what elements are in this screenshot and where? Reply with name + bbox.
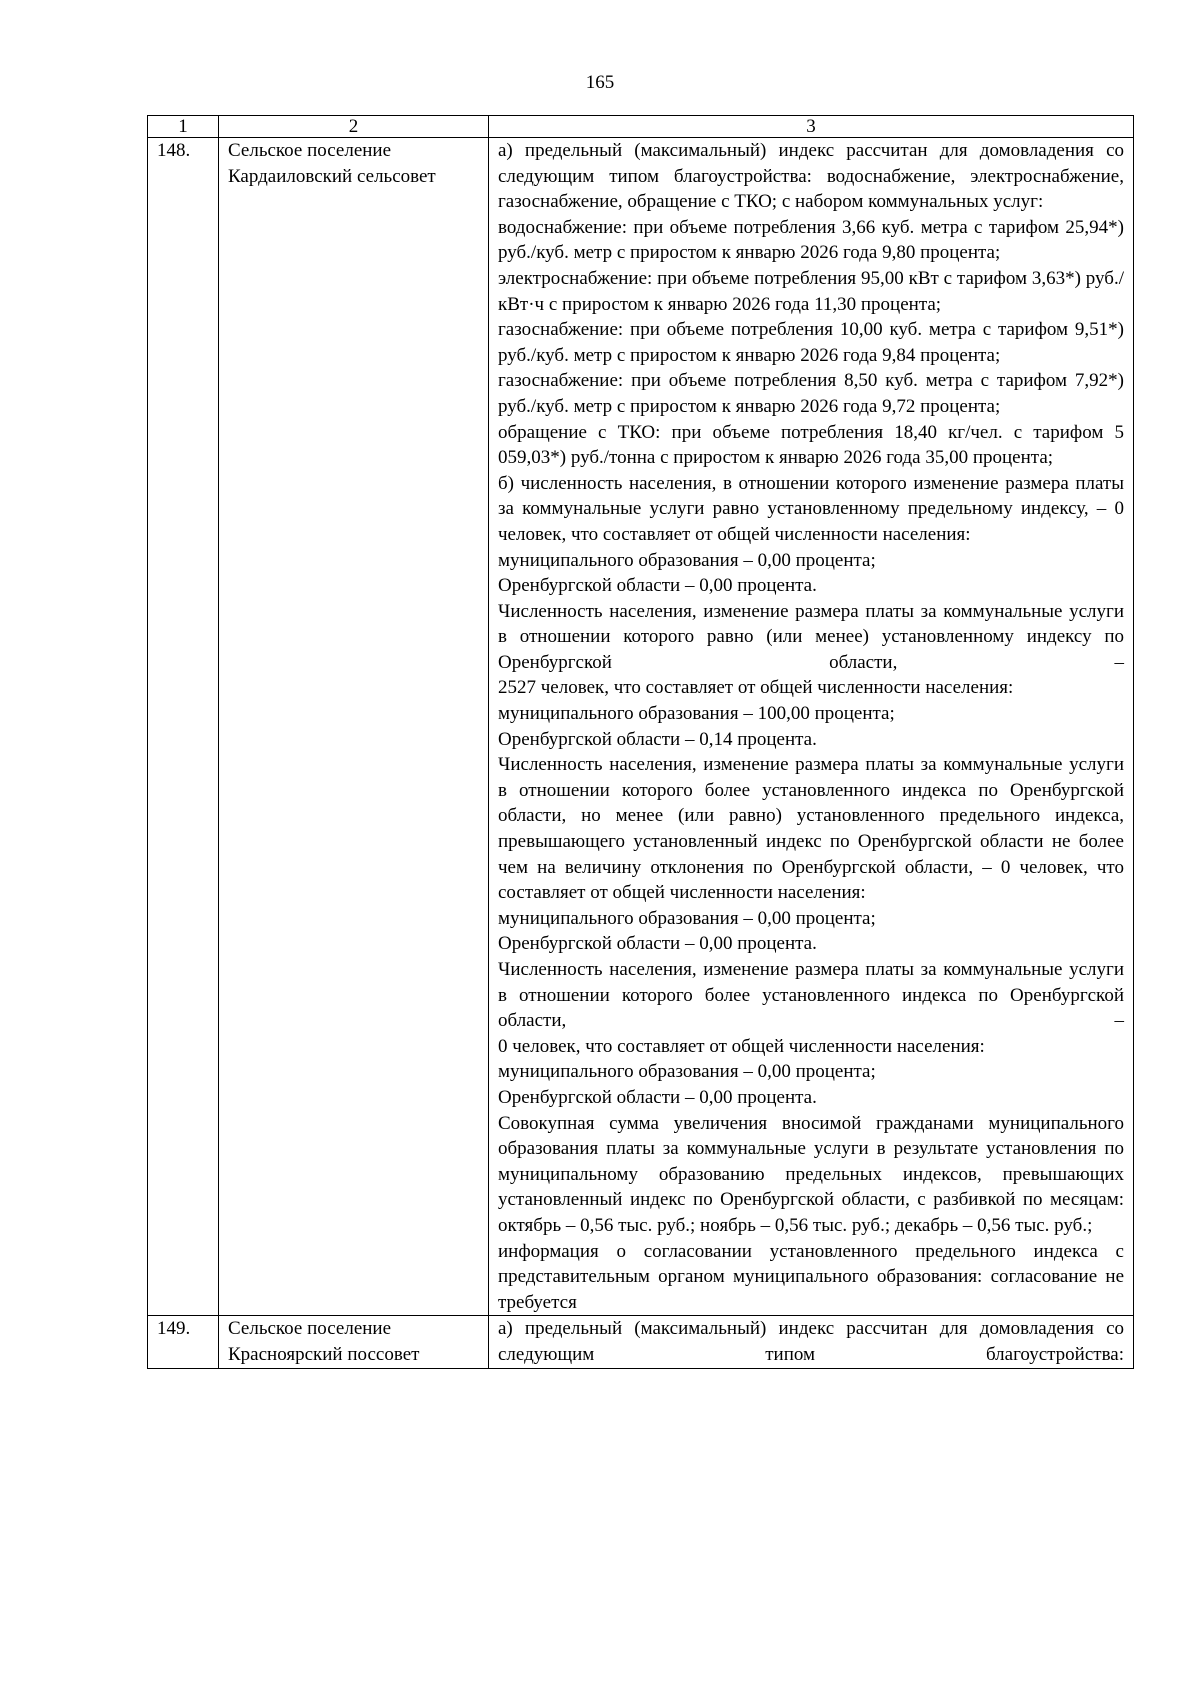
paragraph: муниципального образования – 100,00 процента; xyxy=(498,703,895,725)
page-number: 165 xyxy=(585,72,615,93)
paragraph: а) предельный (максимальный) индекс рассчитан для домовладения со следующим типом благоустройства: водоснабжение, электроснабжение, газоснабжение, обращение с ТКО; с набором коммунальных услуг: xyxy=(498,140,1124,213)
index-table xyxy=(147,115,1134,1369)
paragraph: Совокупная сумма увеличения вносимой гражданами муниципального образования платы за коммунальные услуги в результате установления по муниципальному образованию предельных индексов, превышающих установленный индекс по Оренбургской области, с разбивкой по месяцам: октябрь – 0,56 тыс. руб.; ноябрь – 0,56 тыс. руб.; декабрь – 0,56 тыс. руб.; xyxy=(498,1112,1124,1236)
paragraph: муниципального образования – 0,00 процента; xyxy=(498,1061,876,1083)
paragraph: Оренбургской области – 0,00 процента. xyxy=(498,933,817,955)
paragraph: Численность населения, изменение размера платы за коммунальные услуги в отношении которого равно (или менее) установленному индексу по Оренбургской области, – xyxy=(498,600,1124,673)
paragraph: информация о согласовании установленного предельного индекса с представительным органом муниципального образования: согласование не требуется xyxy=(498,1240,1124,1313)
paragraph: Численность населения, изменение размера платы за коммунальные услуги в отношении которого более установленного индекса по Оренбургской области, – xyxy=(498,959,1124,1032)
header-cell-3: 3 xyxy=(489,116,1134,138)
index-description xyxy=(489,138,1134,1316)
paragraph: Оренбургской области – 0,14 процента. xyxy=(498,728,817,750)
paragraph: Оренбургской области – 0,00 процента. xyxy=(498,1086,817,1108)
paragraph: а) предельный (максимальный) индекс рассчитан для домовладения со следующим типом благоустройства: xyxy=(498,1318,1124,1365)
row-number: 149. xyxy=(148,1316,219,1368)
paragraph: б) численность населения, в отношении которого изменение размера платы за коммунальные услуги равно установленному предельному индексу, – 0 человек, что составляет от общей численности населения: xyxy=(498,472,1124,545)
paragraph: 2527 человек, что составляет от общей численности населения: xyxy=(498,677,1014,699)
paragraph: обращение с ТКО: при объеме потребления 18,40 кг/чел. с тарифом 5 059,03*) руб./тонна с приростом к январю 2026 года 35,00 процента; xyxy=(498,421,1124,469)
municipality-name xyxy=(219,138,489,1316)
paragraph: газоснабжение: при объеме потребления 8,50 куб. метра с тарифом 7,92*) руб./куб. метр с приростом к январю 2026 года 9,72 процента; xyxy=(498,370,1124,417)
municipality-name-line: Красноярский поссовет xyxy=(228,1343,420,1365)
paragraph: муниципального образования – 0,00 процента; xyxy=(498,549,876,571)
paragraph: газоснабжение: при объеме потребления 10,00 куб. метра с тарифом 9,51*) руб./куб. метр с приростом к январю 2026 года 9,84 процента; xyxy=(498,319,1124,366)
index-description xyxy=(489,1316,1134,1368)
municipality-name-line: Сельское поселение xyxy=(228,1318,392,1340)
paragraph: 0 человек, что составляет от общей численности населения: xyxy=(498,1035,985,1057)
paragraph: водоснабжение: при объеме потребления 3,66 куб. метра с тарифом 25,94*) руб./куб. метр с приростом к январю 2026 года 9,80 процента; xyxy=(498,216,1124,264)
paragraph: муниципального образования – 0,00 процента; xyxy=(498,907,876,929)
municipality-name xyxy=(219,1316,489,1368)
header-cell-2: 2 xyxy=(219,116,489,138)
header-row xyxy=(148,116,1134,138)
row-number: 148. xyxy=(148,138,219,1316)
paragraph: Оренбургской области – 0,00 процента. xyxy=(498,575,817,597)
header-cell-1: 1 xyxy=(148,116,219,138)
municipality-name-line: Кардаиловский сельсовет xyxy=(228,165,436,187)
municipality-name-line: Сельское поселение xyxy=(228,140,392,161)
paragraph: Численность населения, изменение размера платы за коммунальные услуги в отношении которого более установленного индекса по Оренбургской области, но менее (или равно) установленного предельного индекса, превышающего установленный индекс по Оренбургской области не более чем на величину отклонения по Оренбургской области, – 0 человек, что составляет от общей численности населения: xyxy=(498,754,1124,904)
table-row xyxy=(148,1316,1134,1368)
paragraph: электроснабжение: при объеме потребления 95,00 кВт с тарифом 3,63*) руб./кВт·ч с приростом к январю 2026 года 11,30 процента; xyxy=(498,267,1124,315)
table-row xyxy=(148,138,1134,1316)
